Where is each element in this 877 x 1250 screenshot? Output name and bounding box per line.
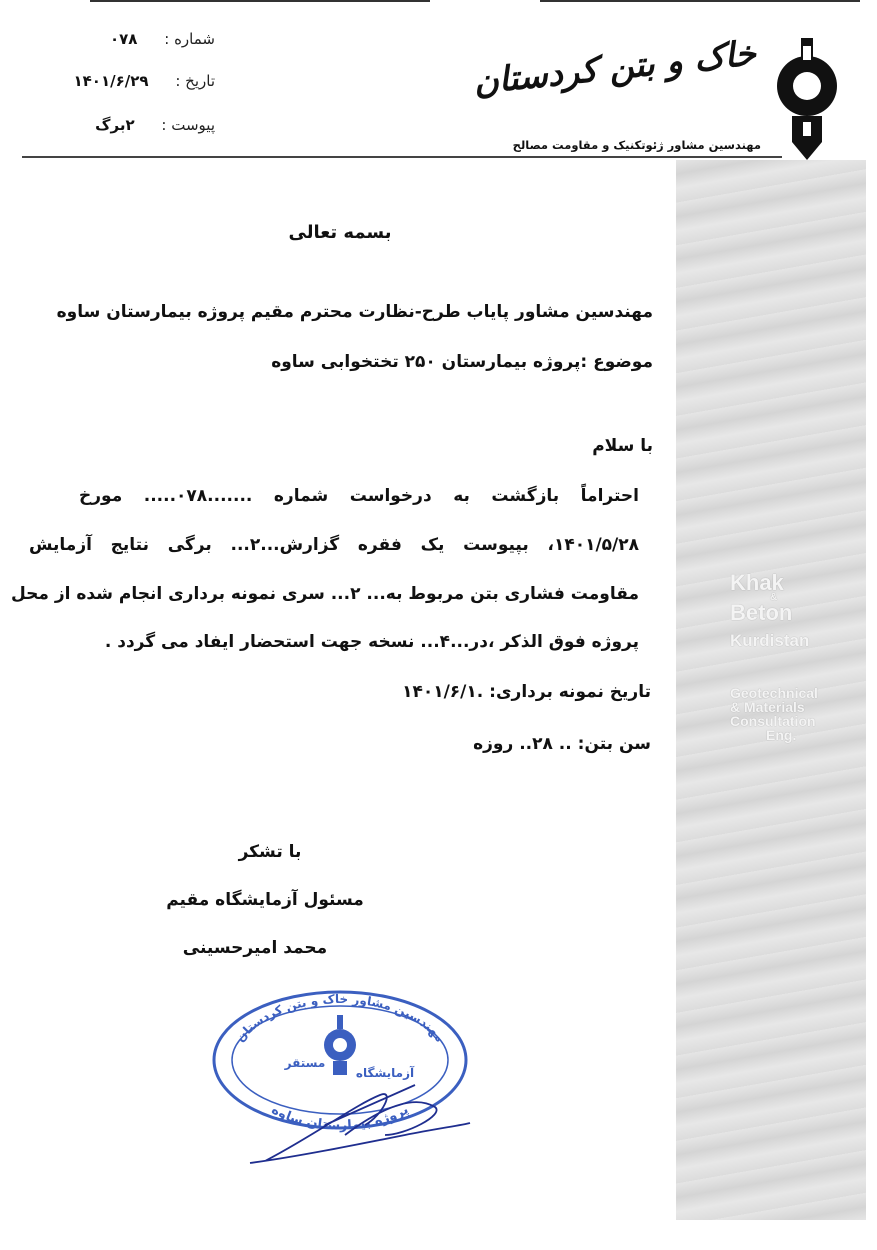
- concrete-age: سن بتن: .. ۲۸.. روزه: [473, 734, 651, 754]
- letter-subject: موضوع :پروژه بیمارستان ۲۵۰ تختخوابی ساوه: [271, 352, 653, 372]
- letter-attachment-label: پیوست :: [161, 116, 215, 134]
- band-amp: &: [770, 592, 778, 603]
- letter-body-line: پروژه فوق الذکر ،در...۴... نسخه جهت استحضار ایفاد می گردد .: [104, 632, 639, 652]
- stamp-outer-text: مهندسین مشاور خاک و بتن کردستان: [233, 991, 448, 1045]
- letter-date: [74, 72, 216, 90]
- band-line-kurdistan: Kurdistan: [730, 631, 810, 650]
- stamp-logo-icon: [324, 1015, 356, 1075]
- closing-text: با تشکر: [238, 842, 302, 862]
- letter-heading: بسمه تعالی: [288, 222, 392, 243]
- letter-number-label: شماره :: [164, 30, 215, 48]
- handwritten-signature: [250, 1085, 470, 1163]
- letter-recipient: مهندسین مشاور پایاب طرح-نظارت محترم مقیم پروژه بیمارستان ساوه: [56, 302, 653, 322]
- band-small-2: & Materials: [730, 699, 805, 715]
- company-logo-subtitle: مهندسین مشاور ژئوتکنیک و مقاومت مصالح: [512, 138, 761, 152]
- top-edge-line: [540, 0, 860, 2]
- letter-number: [110, 30, 215, 48]
- letter-number-value: ۰۷۸: [110, 30, 138, 48]
- letter-attachment-value: ۲برگ: [95, 116, 135, 134]
- signatory-name: محمد امیرحسینی: [182, 938, 328, 958]
- stamp-right-text: مستقر: [284, 1056, 326, 1070]
- letter-body-line: احتراماً بازگشت به درخواست شماره .......۰۷۸..... مورخ: [79, 486, 639, 506]
- stamp-left-text: آزمایشگاه: [355, 1066, 415, 1080]
- band-small-1: Geotechnical: [730, 685, 818, 701]
- signatory-role: مسئول آزمایشگاه مقیم: [166, 890, 364, 910]
- sampling-date: تاریخ نمونه برداری: .۱۴۰۱/۶/۱: [402, 682, 651, 702]
- band-small-3: Consultation: [730, 713, 816, 729]
- band-small-4: Eng.: [766, 727, 797, 743]
- band-company-name: [730, 572, 860, 652]
- letter-date-label: تاریخ :: [175, 72, 215, 90]
- letter-date-value: ۱۴۰۱/۶/۲۹: [73, 72, 149, 90]
- company-logo-title: خاک و بتن کردستان: [472, 33, 759, 103]
- band-line-beton: Beton: [730, 600, 793, 625]
- letter-body-line: مقاومت فشاری بتن مربوط به... ۲... سری نمونه برداری انجام شده از محل: [10, 584, 639, 604]
- band-company-field: [730, 686, 870, 742]
- company-logo-icon: [772, 38, 842, 162]
- company-stamp-icon: [205, 985, 475, 1175]
- letter-greeting: با سلام: [592, 436, 653, 456]
- stamp-bottom-text: پروژه بیمارستان ساوه: [268, 1102, 412, 1134]
- top-edge-line: [90, 0, 430, 2]
- letter-body-line: ۱۴۰۱/۵/۲۸، بپیوست یک فقره گزارش...۲... برگی نتایج آزمایش: [29, 535, 639, 555]
- header-divider: [22, 156, 782, 158]
- band-line-khak: Khak: [730, 570, 784, 595]
- letter-attachment: [95, 116, 215, 134]
